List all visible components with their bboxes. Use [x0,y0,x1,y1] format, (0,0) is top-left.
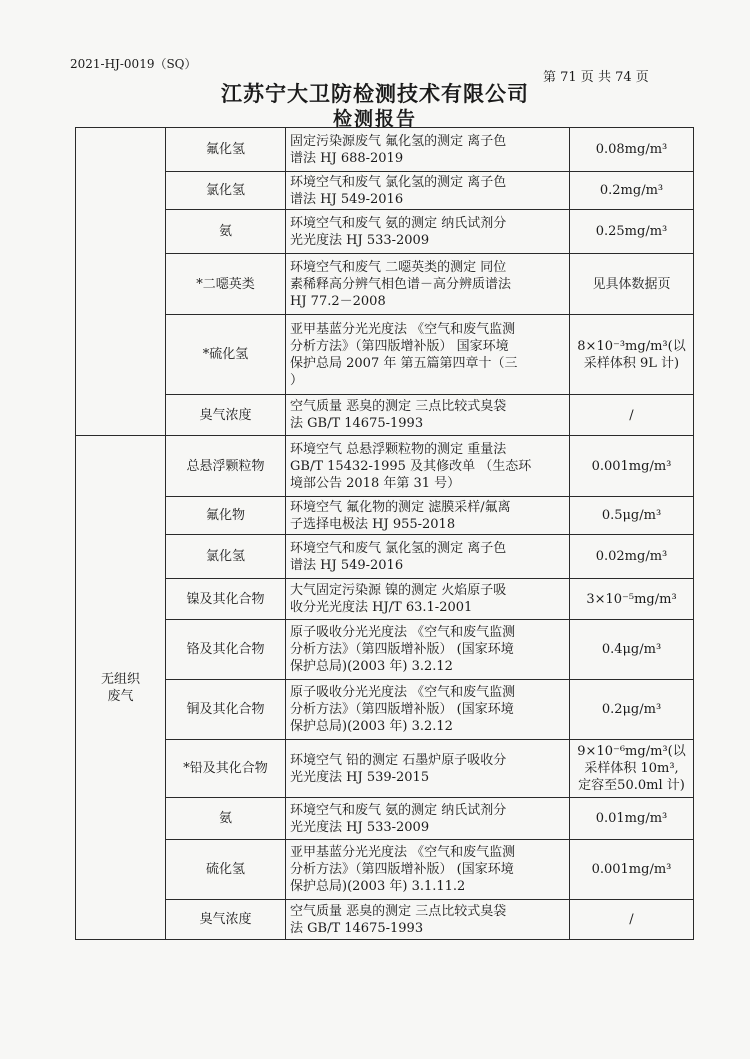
table-row [76,254,694,315]
detection-limit-text: 0.4μg/m³ [601,642,662,657]
item-cell [166,740,286,798]
category-cell [76,128,166,436]
detection-limit-text: 0.5μg/m³ [601,508,662,523]
test-item-name: 铜及其化合物 [186,702,265,717]
item-cell [166,579,286,620]
table-row [76,436,694,497]
test-method-text: 环境空气 总悬浮颗粒物的测定 重量法 GB/T 15432-1995 及其修改单 （生态环 境部公告 2018 年第 31 号） [290,441,532,491]
test-method-text: 环境空气和废气 氨的测定 纳氏试剂分 光光度法 HJ 533-2009 [290,802,507,835]
test-item-name: 臭气浓度 [199,912,252,927]
item-cell [166,128,286,172]
test-method-text: 大气固定污染源 镍的测定 火焰原子吸 收分光光度法 HJ/T 63.1-2001 [290,583,507,615]
test-method-text: 环境空气 铅的测定 石墨炉原子吸收分 光光度法 HJ 539-2015 [290,752,507,785]
test-method-text: 原子吸收分光光度法 《空气和废气监测 分析方法》（第四版增补版） (国家环境 保护总局)(2003 年) 3.2.12 [290,685,516,734]
table-row [76,680,694,740]
limit-cell [570,172,694,210]
test-method-text: 原子吸收分光光度法 《空气和废气监测 分析方法》（第四版增补版） (国家环境 保护总局)(2003 年) 3.2.12 [290,625,516,674]
detection-limit-text: 0.001mg/m³ [591,862,672,877]
item-cell [166,900,286,940]
limit-cell [570,798,694,840]
category-label: 无组织 废气 [100,671,140,704]
limit-cell [570,740,694,798]
limit-cell [570,900,694,940]
test-item-name: 氟化氢 [205,142,245,157]
test-item-name: *铅及其化合物 [183,761,268,776]
method-cell [286,535,570,579]
detection-limit-text: 9×10⁻⁶mg/m³(以 采样体积 10m³, 定容至50.0ml 计) [577,744,686,793]
test-item-name: *二噁英类 [196,276,255,292]
item-cell [166,210,286,254]
detection-methods-table [75,127,694,940]
table-row [76,740,694,798]
limit-cell [570,579,694,620]
method-cell [286,740,570,798]
category-cell [76,436,166,940]
detection-limit-text: 0.25mg/m³ [595,224,668,239]
limit-cell [570,395,694,436]
detection-limit-text: 0.001mg/m³ [591,458,672,474]
table-row [76,840,694,900]
page-number: 第 71 页 共 74 页 [543,70,649,85]
test-item-name: *硫化氢 [202,347,249,362]
method-cell [286,579,570,620]
method-cell [286,497,570,535]
test-item-name: 氟化物 [205,508,245,523]
detection-limit-text: 0.02mg/m³ [595,549,668,564]
test-item-name: 氨 [218,811,232,826]
test-item-name: 总悬浮颗粒物 [186,458,265,474]
table-row [76,497,694,535]
test-item-name: 氨 [218,224,232,239]
detection-limit-text: 见具体数据页 [592,276,671,292]
item-cell [166,172,286,210]
method-cell [286,900,570,940]
table-row [76,579,694,620]
test-method-text: 环境空气和废气 氨的测定 纳氏试剂分 光光度法 HJ 533-2009 [290,215,507,248]
test-item-name: 铬及其化合物 [186,642,265,657]
report-title: 检测报告 [332,108,417,130]
method-cell [286,128,570,172]
method-cell [286,436,570,497]
method-cell [286,395,570,436]
document-code: 2021-HJ-0019（SQ） [70,57,197,71]
company-name: 江苏宁大卫防检测技术有限公司 [221,81,529,106]
limit-cell [570,497,694,535]
detection-limit-text: / [629,912,634,927]
test-item-name: 镍及其化合物 [186,591,265,607]
item-cell [166,254,286,315]
item-cell [166,620,286,680]
test-method-text: 固定污染源废气 氟化氢的测定 离子色 谱法 HJ 688-2019 [290,133,507,166]
method-cell [286,840,570,900]
item-cell [166,497,286,535]
limit-cell [570,620,694,680]
test-item-name: 硫化氢 [205,862,245,877]
limit-cell [570,840,694,900]
table-row [76,535,694,579]
test-method-text: 环境空气和废气 氯化氢的测定 离子色 谱法 HJ 549-2016 [290,540,507,573]
table-row [76,315,694,395]
test-item-name: 氯化氢 [205,549,245,564]
method-cell [286,798,570,840]
detection-limit-text: 0.01mg/m³ [595,811,668,826]
item-cell [166,395,286,436]
test-method-text: 空气质量 恶臭的测定 三点比较式臭袋 法 GB/T 14675-1993 [290,903,507,936]
method-cell [286,620,570,680]
method-cell [286,210,570,254]
test-method-text: 环境空气和废气 二噁英类的测定 同位 素稀释高分辨气相色谱－高分辨质谱法 HJ 77.2－2008 [290,259,512,309]
test-method-text: 环境空气和废气 氯化氢的测定 离子色 谱法 HJ 549-2016 [290,174,507,207]
limit-cell [570,210,694,254]
method-cell [286,680,570,740]
detection-limit-text: 0.2μg/m³ [601,702,662,717]
table-row [76,128,694,172]
limit-cell [570,128,694,172]
limit-cell [570,535,694,579]
detection-limit-text: 8×10⁻³mg/m³(以 采样体积 9L 计) [577,338,686,371]
test-item-name: 氯化氢 [205,183,245,198]
table-row [76,210,694,254]
table-row [76,620,694,680]
detection-limit-text: / [629,407,634,423]
item-cell [166,680,286,740]
limit-cell [570,315,694,395]
table-row [76,900,694,940]
test-method-text: 亚甲基蓝分光光度法 《空气和废气监测 分析方法》（第四版增补版） 国家环境 保护总局 2007 年 第五篇第四章十（三 ） [290,321,518,388]
item-cell [166,798,286,840]
test-method-text: 空气质量 恶臭的测定 三点比较式臭袋 法 GB/T 14675-1993 [290,399,507,431]
item-cell [166,840,286,900]
item-cell [166,436,286,497]
detection-limit-text: 3×10⁻⁵mg/m³ [586,591,677,607]
table-row [76,172,694,210]
limit-cell [570,436,694,497]
method-cell [286,172,570,210]
detection-limit-text: 0.2mg/m³ [599,183,664,198]
method-cell [286,315,570,395]
test-method-text: 亚甲基蓝分光光度法 《空气和废气监测 分析方法》（第四版增补版） (国家环境 保护总局)(2003 年) 3.1.11.2 [290,845,516,894]
limit-cell [570,254,694,315]
test-method-text: 环境空气 氟化物的测定 滤膜采样/氟离 子选择电极法 HJ 955-2018 [290,499,511,532]
item-cell [166,315,286,395]
detection-limit-text: 0.08mg/m³ [595,142,668,157]
method-cell [286,254,570,315]
item-cell [166,535,286,579]
test-item-name: 臭气浓度 [199,407,252,423]
table-row [76,395,694,436]
limit-cell [570,680,694,740]
table-row [76,798,694,840]
